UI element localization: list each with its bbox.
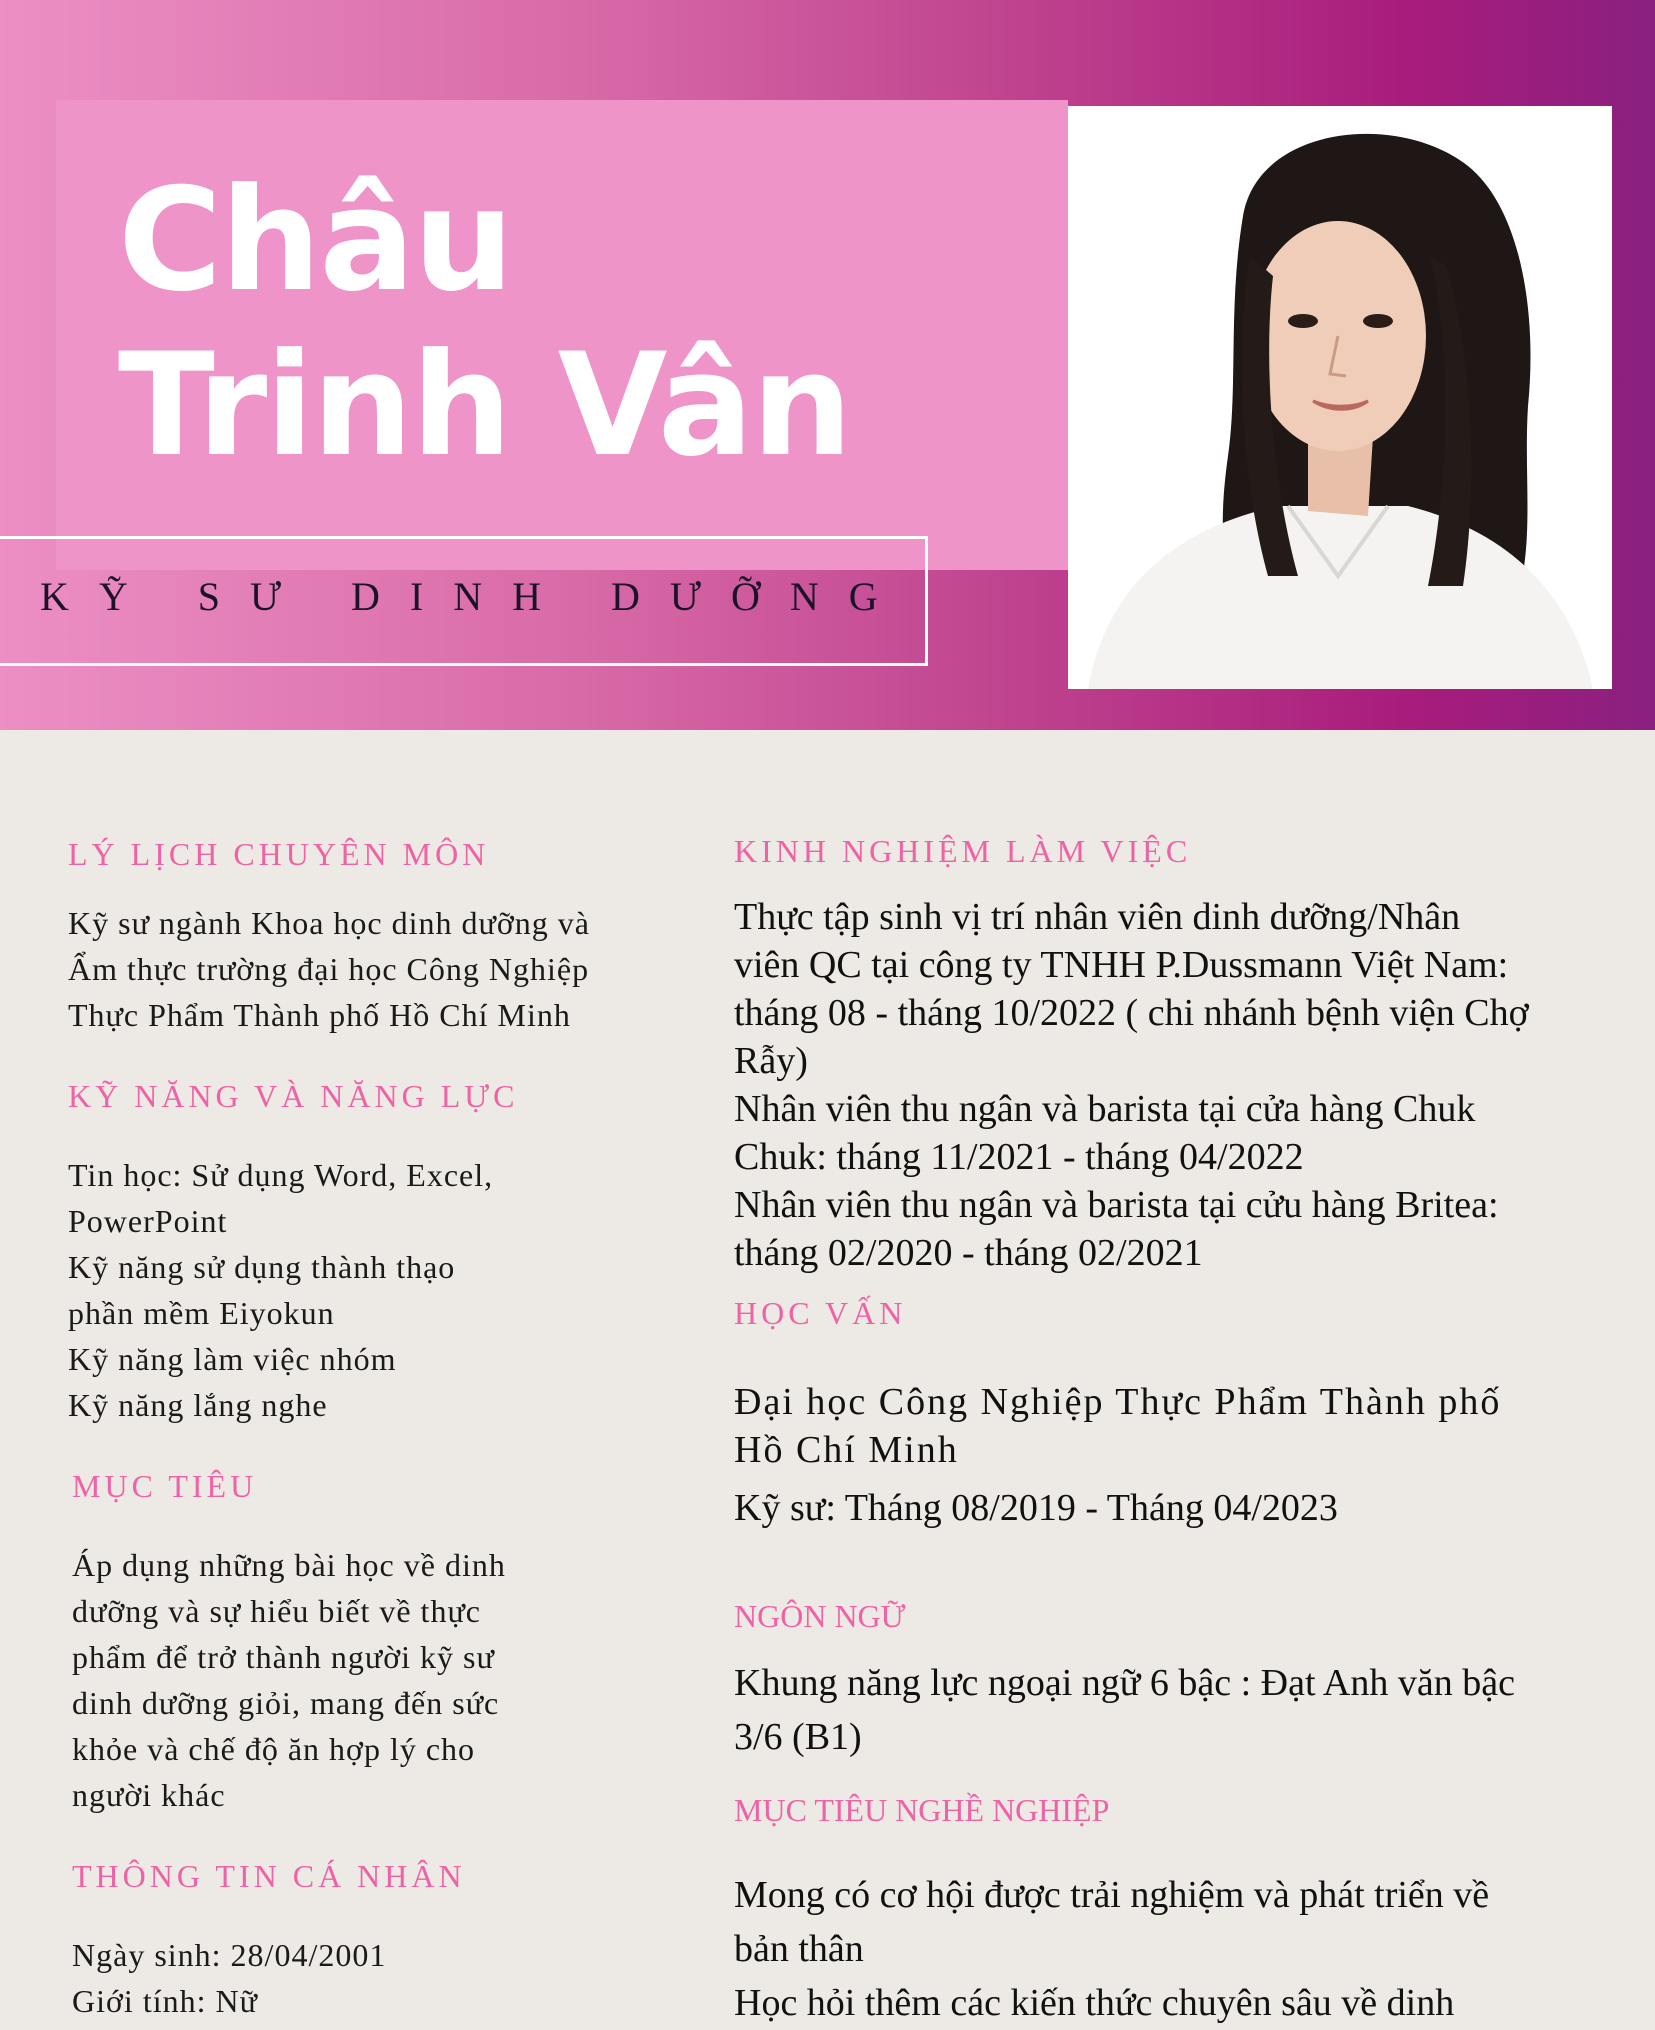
experience-heading: KINH NGHIỆM LÀM VIỆC (734, 833, 1192, 869)
objective-text: Áp dụng những bài học về dinh dưỡng và sự hiểu biết về thực phẩm để trở thành người kỹ sư dinh dưỡng giỏi, mang đến sức khỏe và chế độ ăn hợp lý cho người khác (72, 1547, 506, 1813)
skills-list: Tin học: Sử dụng Word, Excel, PowerPoint Kỹ năng sử dụng thành thạo phần mềm Eiyokun Kỹ năng làm việc nhóm Kỹ năng lắng nghe (68, 1157, 494, 1423)
profile-photo (1068, 106, 1612, 689)
first-name: Châu (118, 158, 513, 323)
experience-text: Thực tập sinh vị trí nhân viên dinh dưỡng/Nhân viên QC tại công ty TNHH P.Dussmann Việt Nam: tháng 08 - tháng 10/2022 ( chi nhánh bệnh viện Chợ Rẫy) Nhân viên thu ngân và barista tại cửa hàng Chuk Chuk: tháng 11/2021 - tháng 04/2022 Nhân viên thu ngân và barista tại cửu hàng Britea: tháng 02/2020 - tháng 02/2021 (734, 896, 1529, 1274)
job-title: KỸ SƯ DINH DƯỠNG (40, 574, 908, 619)
skills-heading: KỸ NĂNG VÀ NĂNG LỰC (68, 1078, 519, 1114)
profile-heading: LÝ LỊCH CHUYÊN MÔN (68, 836, 490, 872)
education-school: Đại học Công Nghiệp Thực Phẩm Thành phố Hồ Chí Minh (734, 1381, 1502, 1471)
personal-info-heading: THÔNG TIN CÁ NHÂN (72, 1858, 466, 1894)
education-heading: HỌC VẤN (734, 1295, 907, 1331)
portrait-illustration (1068, 106, 1612, 689)
career-goal-heading: MỤC TIÊU NGHỀ NGHIỆP (734, 1792, 1110, 1828)
objective-heading: MỤC TIÊU (72, 1468, 258, 1504)
profile-text: Kỹ sư ngành Khoa học dinh dưỡng và Ẩm thực trường đại học Công Nghiệp Thực Phẩm Thành phố Hồ Chí Minh (68, 905, 590, 1033)
language-text: Khung năng lực ngoại ngữ 6 bậc : Đạt Anh văn bậc 3/6 (B1) (734, 1662, 1515, 1758)
career-goal-text: Mong có cơ hội được trải nghiệm và phát triển về bản thân Học hỏi thêm các kiến thức chuyên sâu về dinh (734, 1874, 1490, 2024)
language-heading: NGÔN NGỮ (734, 1598, 906, 1634)
last-name: Trinh Vân (118, 323, 851, 488)
personal-info-text: Ngày sinh: 28/04/2001 Giới tính: Nữ (72, 1937, 387, 2019)
education-degree: Kỹ sư: Tháng 08/2019 - Tháng 04/2023 (734, 1487, 1338, 1529)
